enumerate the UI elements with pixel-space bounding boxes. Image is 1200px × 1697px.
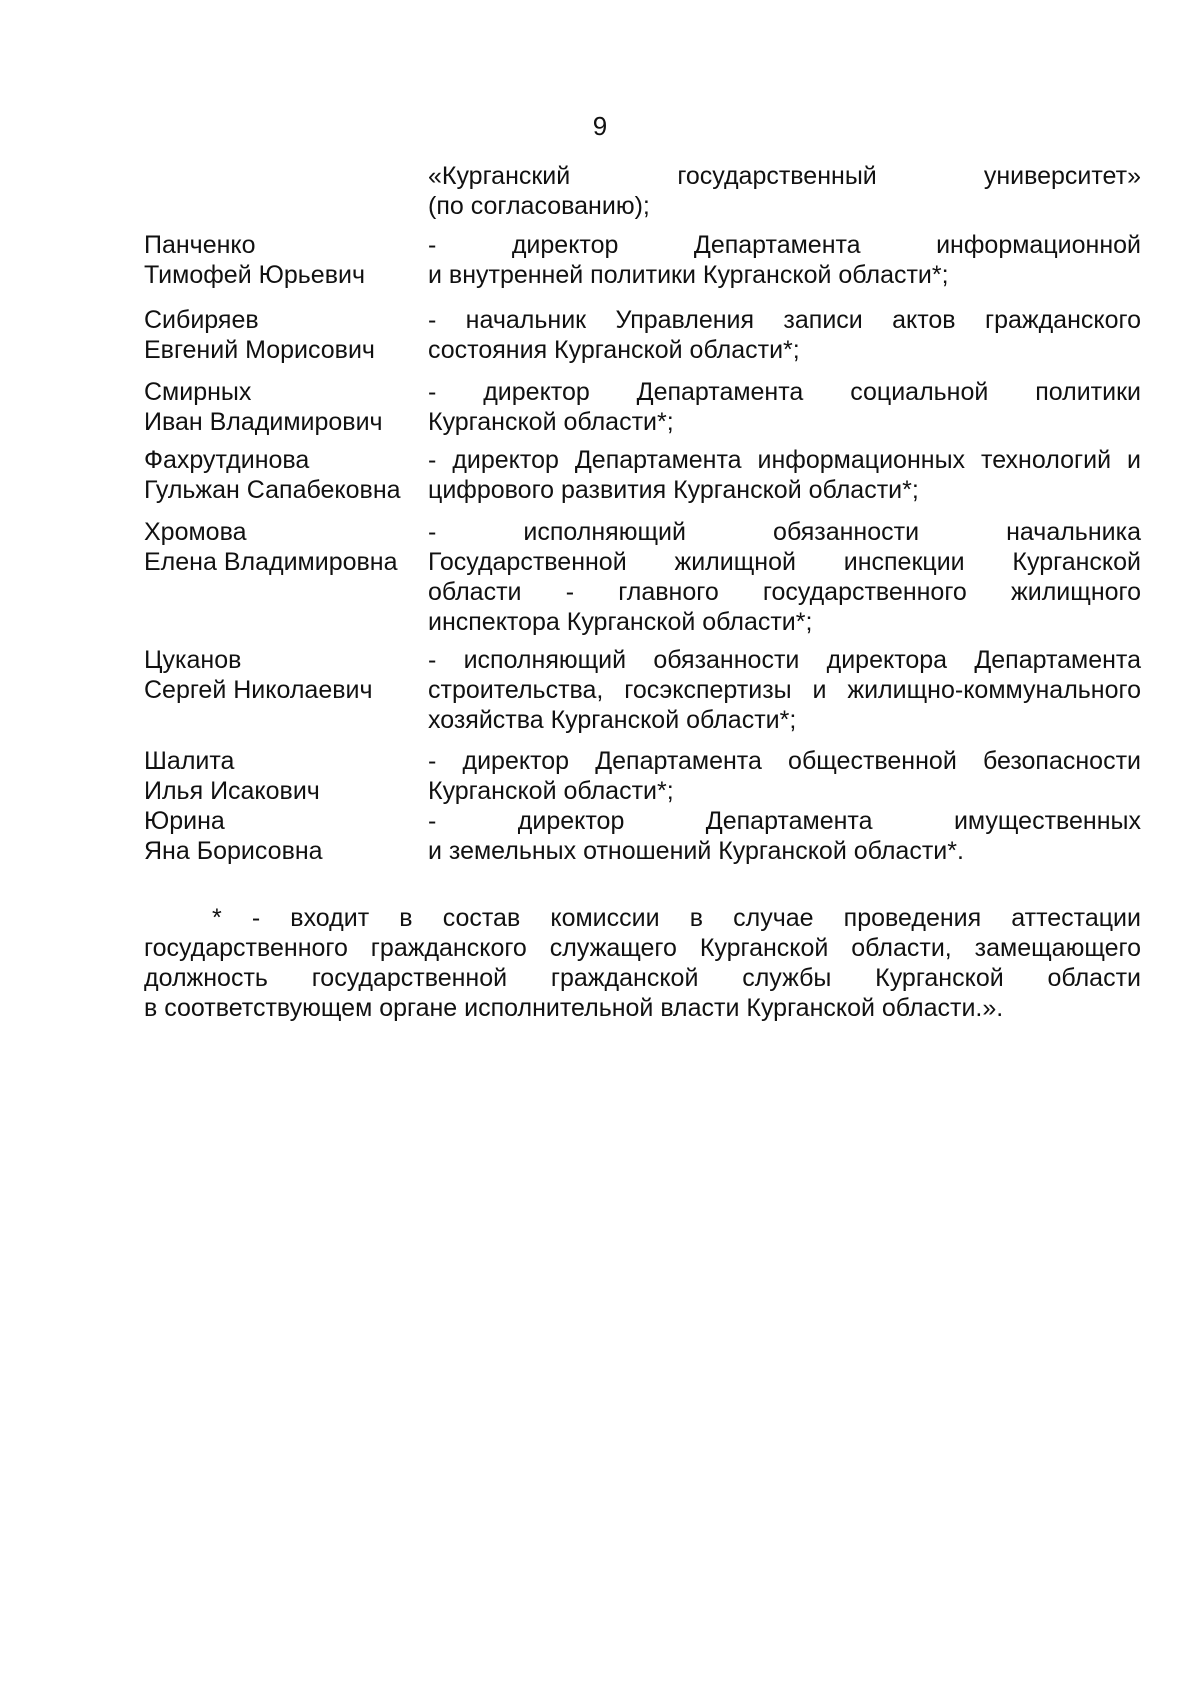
member-surname: Хромова xyxy=(144,518,247,546)
member-entry xyxy=(144,305,1141,365)
member-role-line: - директор Департамента информационной xyxy=(428,231,1141,259)
member-role xyxy=(428,377,1141,437)
member-role-line: и земельных отношений Курганской области*. xyxy=(428,837,964,865)
member-entry xyxy=(144,645,1141,735)
member-given-names: Евгений Морисович xyxy=(144,336,375,364)
member-role xyxy=(428,305,1141,365)
member-surname: Панченко xyxy=(144,231,256,259)
member-role-line: инспектора Курганской области*; xyxy=(428,608,813,636)
member-role-line: - начальник Управления записи актов гражданского xyxy=(428,306,1141,334)
member-role xyxy=(428,645,1141,735)
member-role xyxy=(428,746,1141,806)
member-entry xyxy=(144,746,1141,806)
continuation-line: (по согласованию); xyxy=(428,192,650,220)
member-name xyxy=(144,517,424,577)
member-name xyxy=(144,230,424,290)
member-entry xyxy=(144,445,1141,505)
member-role-line: - исполняющий обязанности начальника xyxy=(428,518,1141,546)
member-surname: Цуканов xyxy=(144,646,242,674)
member-entry xyxy=(144,230,1141,290)
member-role-line: Государственной жилищной инспекции Курганской xyxy=(428,548,1141,576)
member-role-line: - директор Департамента информационных технологий и xyxy=(428,446,1141,474)
footnote xyxy=(144,903,1141,1023)
member-role-line: - директор Департамента имущественных xyxy=(428,807,1141,835)
member-given-names: Иван Владимирович xyxy=(144,408,383,436)
footnote-line: государственного гражданского служащего Курганской области, замещающего xyxy=(144,934,1141,962)
page-number: 9 xyxy=(592,111,608,141)
member-given-names: Сергей Николаевич xyxy=(144,676,373,704)
continuation-line: «Курганский государственный университет» xyxy=(428,162,1141,190)
member-role-line: и внутренней политики Курганской области*; xyxy=(428,261,949,289)
continuation-text xyxy=(428,161,1141,221)
member-surname: Фахрутдинова xyxy=(144,446,310,474)
member-name xyxy=(144,806,424,866)
member-given-names: Яна Борисовна xyxy=(144,837,323,865)
member-role-line: области - главного государственного жилищного xyxy=(428,578,1141,606)
member-surname: Шалита xyxy=(144,747,235,775)
member-name xyxy=(144,645,424,705)
member-role-line: строительства, госэкспертизы и жилищно-коммунального xyxy=(428,676,1141,704)
member-role xyxy=(428,445,1141,505)
member-name xyxy=(144,445,424,505)
footnote-line: * - входит в состав комиссии в случае проведения аттестации xyxy=(212,904,1141,932)
member-name xyxy=(144,377,424,437)
member-role-line: цифрового развития Курганской области*; xyxy=(428,476,919,504)
member-name xyxy=(144,305,424,365)
member-role xyxy=(428,806,1141,866)
member-list xyxy=(144,230,1141,866)
member-entry xyxy=(144,517,1141,637)
member-entry xyxy=(144,806,1141,866)
footnote-line: должность государственной гражданской службы Курганской области xyxy=(144,964,1141,992)
member-given-names: Тимофей Юрьевич xyxy=(144,261,365,289)
member-role-line: Курганской области*; xyxy=(428,408,674,436)
member-role-line: - исполняющий обязанности директора Департамента xyxy=(428,646,1141,674)
member-surname: Сибиряев xyxy=(144,306,259,334)
member-name xyxy=(144,746,424,806)
member-role-line: состояния Курганской области*; xyxy=(428,336,800,364)
member-entry xyxy=(144,377,1141,437)
member-role xyxy=(428,230,1141,290)
member-surname: Смирных xyxy=(144,378,252,406)
member-role xyxy=(428,517,1141,637)
member-role-line: Курганской области*; xyxy=(428,777,674,805)
footnote-line: в соответствующем органе исполнительной власти Курганской области.». xyxy=(144,994,1004,1022)
member-given-names: Илья Исакович xyxy=(144,777,320,805)
member-given-names: Гульжан Сапабековна xyxy=(144,476,401,504)
member-role-line: - директор Департамента социальной политики xyxy=(428,378,1141,406)
member-role-line: - директор Департамента общественной безопасности xyxy=(428,747,1141,775)
member-surname: Юрина xyxy=(144,807,225,835)
member-role-line: хозяйства Курганской области*; xyxy=(428,706,797,734)
member-given-names: Елена Владимировна xyxy=(144,548,398,576)
